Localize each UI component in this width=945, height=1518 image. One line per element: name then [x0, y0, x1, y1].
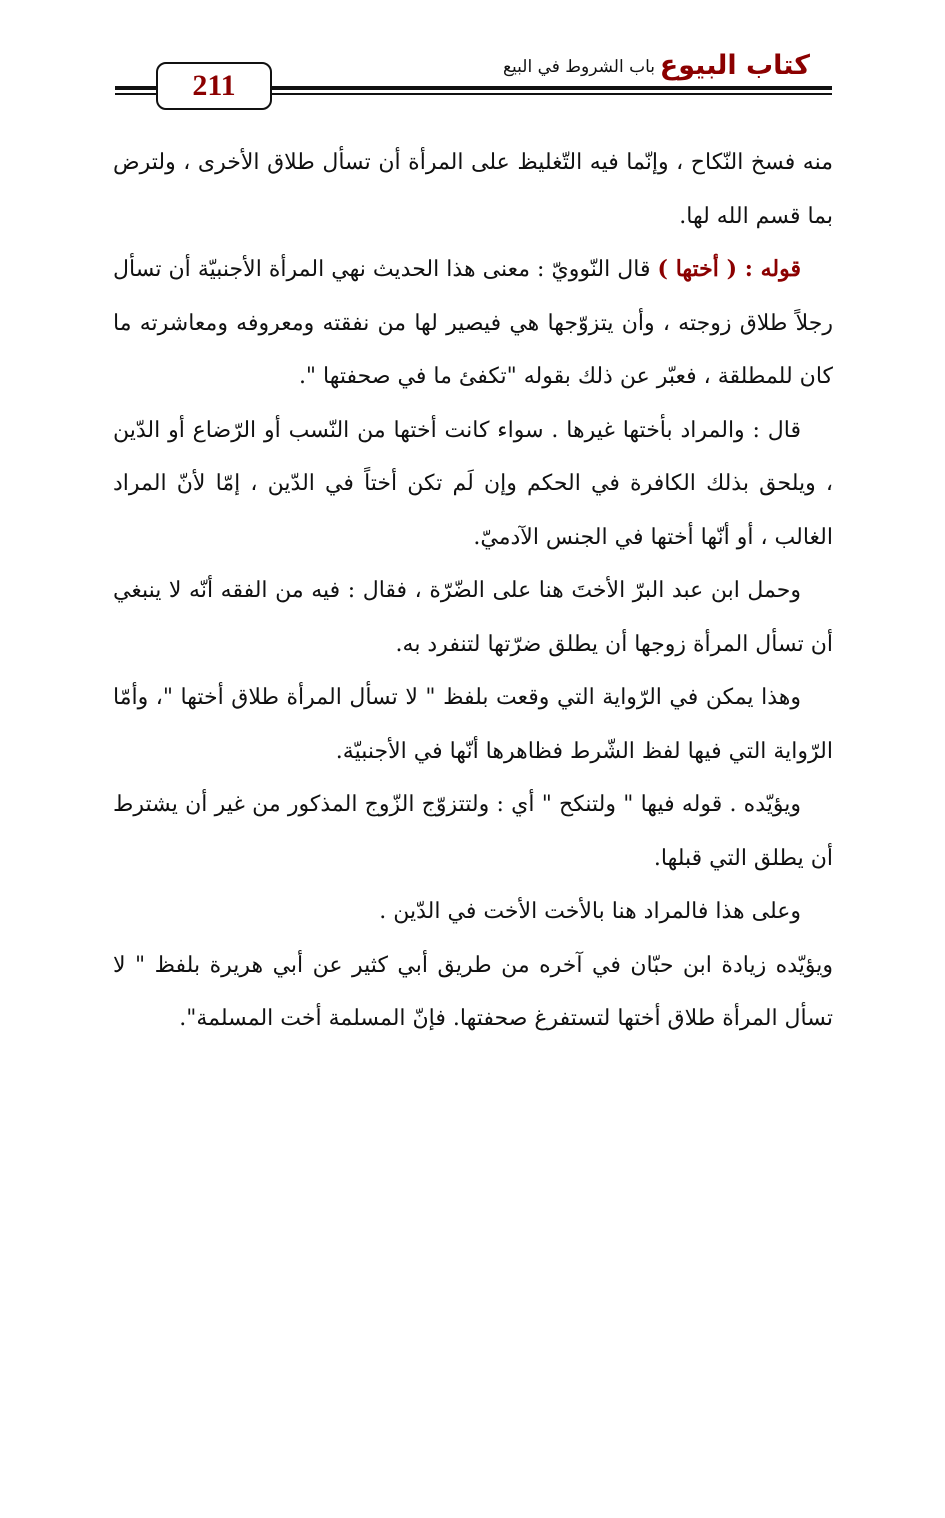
page-header — [0, 0, 945, 120]
page-number: 211 — [156, 62, 272, 110]
paragraph-text: قال النّوويّ : معنى هذا الحديث نهي المرأة الأجنبيّة أن تسأل رجلاً طلاق زوجته ، وأن يتزوّجها هي فيصير لها من نفقته ومعروفه ومعاشرته ما كان للمطلقة ، فعبّر عن ذلك بقوله "تكفئ ما في صحفتها ". — [113, 257, 833, 389]
paragraph-text: منه فسخ النّكاح ، وإنّما فيه التّغليظ على المرأة أن تسأل طلاق الأخرى ، ولترض بما قسم الله لها. — [113, 150, 833, 229]
paragraph-text: قال : والمراد بأختها غيرها . سواء كانت أختها من النّسب أو الرّضاع أو الدّين ، ويلحق بذلك الكافرة في الحكم وإن لَم تكن أختاً في الدّين ، إمّا لأنّ المراد الغالب ، أو أنّها أختها في الجنس الآدميّ. — [113, 417, 833, 550]
paragraph — [113, 136, 833, 243]
chapter-title: باب الشروط في البيع — [502, 57, 655, 77]
paragraph — [113, 778, 833, 885]
paragraph — [113, 671, 833, 778]
paragraph-text: وعلى هذا فالمراد هنا بالأخت الأخت في الدّين . — [379, 899, 801, 924]
paragraph — [113, 564, 833, 671]
paragraph-text: ويؤيّده . قوله فيها " ولتنكح " أي : ولتتزوّج الزّوج المذكور من غير أن يشترط أن يطلق التي قبلها. — [113, 792, 833, 871]
paragraph — [113, 243, 833, 404]
paragraph-text: وهذا يمكن في الرّواية التي وقعت بلفظ " لا تسأل المرأة طلاق أختها "، وأمّا الرّواية التي فيها لفظ الشّرط فظاهرها أنّها في الأجنبيّة. — [113, 685, 833, 764]
paragraph — [113, 939, 833, 1046]
paragraph-text: ويؤيّده زيادة ابن حبّان في آخره من طريق أبي كثير عن أبي هريرة بلفظ " لا تسأل المرأة طلاق أختها لتستفرغ صحفتها. فإنّ المسلمة أخت المسلمة". — [113, 952, 833, 1031]
page-body — [113, 136, 833, 1046]
book-title: كتاب البيوع — [659, 50, 810, 81]
paragraph — [113, 404, 833, 565]
paragraph — [113, 885, 833, 939]
quoted-lemma: قوله : ( أختها ) — [657, 256, 801, 282]
paragraph-text: وحمل ابن عبد البرّ الأختَ هنا على الضّرّة ، فقال : فيه من الفقه أنّه لا ينبغي أن تسأل المرأة زوجها أن يطلق ضرّتها لتنفرد به. — [113, 578, 833, 657]
